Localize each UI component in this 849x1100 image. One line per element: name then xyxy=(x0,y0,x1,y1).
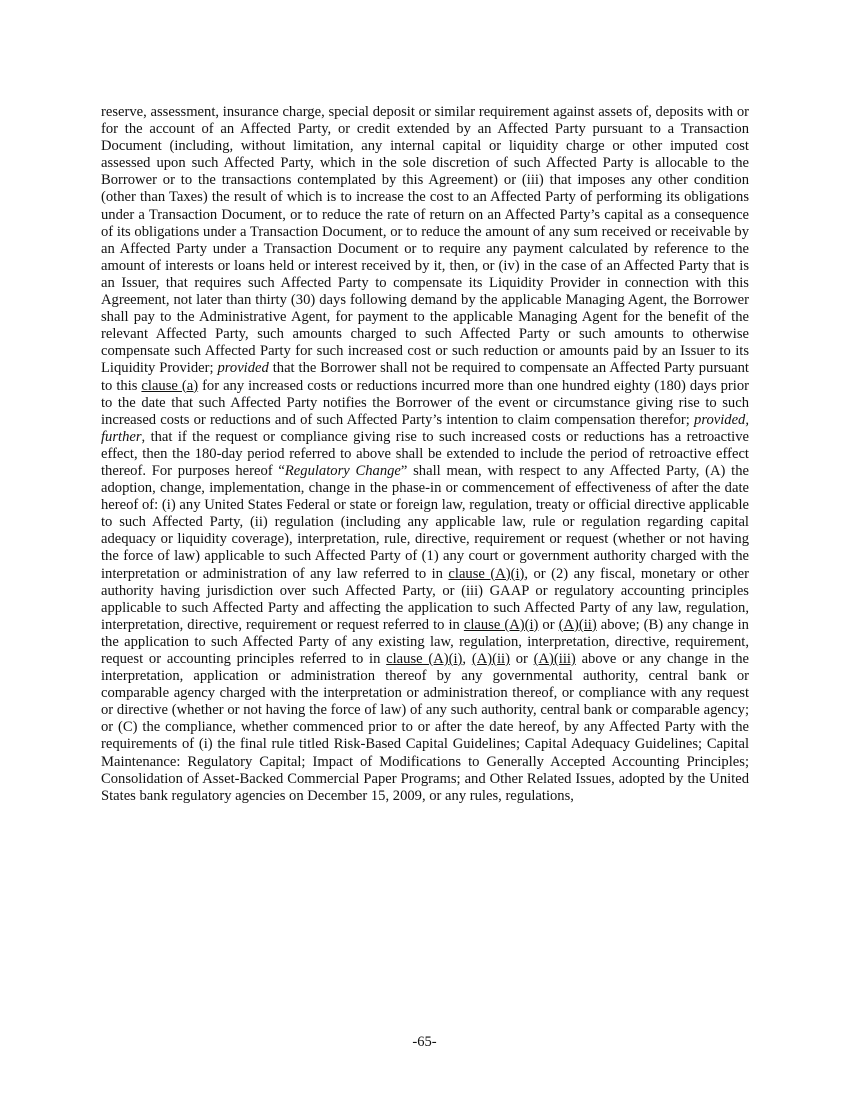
text-run: reserve, assessment, insurance charge, special deposit or similar requirement against assets of, deposits with or for the account of an Affected Party, or credit extended by an Affected Party pursuant to a Transaction Document (including, without limitation, any internal capital or liquidity charge or other imputed cost assessed upon such Affected Party, which in the sole discretion of such Affected Party is allocable to the Borrower or to the transactions contemplated by this Agreement) or (iii) that imposes any other condition (other than Taxes) the result of which is to increase the cost to an Affected Party of performing its obligations under a Transaction Document, or to reduce the rate of return on an Affected Party’s capital as a consequence of its obligations under a Transaction Document, or to reduce the amount of any sum received or receivable by an Affected Party under a Transaction Document or to require any payment calculated by reference to the amount of interests or loans held or interest received by it, then, or (iv) in the case of an Affected Party that is an Issuer, that requires such Affected Party to compensate its Liquidity Provider in connection with this Agreement, not later than thirty (30) days following demand by the applicable Managing Agent, the Borrower shall pay to the Administrative Agent, for payment to the applicable Managing Agent for the benefit of the relevant Affected Party, such amounts charged to such Affected Party or such amounts to otherwise compensate such Affected Party for such increased cost or such reduction or amounts paid by an Issuer to its Liquidity Provider; xyxy=(101,104,749,377)
clause-Ai-reference: clause (A)(i) xyxy=(463,616,539,633)
text-run: or xyxy=(538,616,559,633)
text-run: ” shall mean, with respect to any Affected Party, (A) the adoption, change, implementation, change in the phase-in or commencement of effectiveness of after the date hereof of: (i) any United States Federal or state or foreign law, regulation, treaty or official directive applicable to such Affected Party, (ii) regulation (including any applicable law, rule or regulation regarding capital adequacy or liquidity coverage), interpretation, rule, directive, requirement or request (whether or not having the force of law) applicable to such Affected Party of (1) any court or government authority charged with the interpretation or administration of any law referred to in xyxy=(101,462,749,582)
text-run: above or any change in the interpretation, application or administration thereof by any governmental authority, central bank or comparable agency charged with the interpretation or administration thereof, or compliance with any request or directive (whether or not having the force of law) of any such authority, central bank or comparable agency; or (C) the compliance, whether commenced prior to or after the date hereof, by any Affected Party with the requirements of (i) the final rule titled Risk-Based Capital Guidelines; Capital Adequacy Guidelines; Capital Maintenance: Regulatory Capital; Impact of Modifications to Generally Accepted Accounting Principles; Consolidation of Asset-Backed Commercial Paper Programs; and Other Related Issues, adopted by the United States bank regulatory agencies on December 15, 2009, or any rules, regulations, xyxy=(101,651,749,804)
text-run: that the Borrower shall not be required to compensate an Affected Party pursuant to this xyxy=(101,360,749,394)
clause-Aii-reference: (A)(ii) xyxy=(558,616,597,633)
clause-Ai-reference: clause (A)(i) xyxy=(386,651,463,667)
provided-further-italic: provided, further xyxy=(101,411,749,445)
clause-Aii-reference: (A)(ii) xyxy=(471,651,510,667)
clause-Aiii-reference: (A)(iii) xyxy=(533,651,576,667)
regulatory-change-term: Regulatory Change xyxy=(284,462,401,479)
text-run: , that if the request or compliance giving rise to such increased costs or reductions has a retroactive effect, then the 180-day period referred to above shall be extended to include the period of retroactive effect thereof. For purposes hereof “ xyxy=(101,428,749,479)
text-run: for any increased costs or reductions incurred more than one hundred eighty (180) days prior to the date that such Affected Party notifies the Borrower of the event or circumstance giving rise to such increased costs or reductions and of such Affected Party’s intention to claim compensation therefor; xyxy=(101,377,750,428)
page-number: -65- xyxy=(412,1034,437,1050)
text-run: above; (B) any change in the application to such Affected Party of any existing law, regulation, interpretation, directive, requirement, request or accounting principles referred to in xyxy=(101,616,749,667)
text-run: , or (2) any fiscal, monetary or other authority having jurisdiction over such Affected Party, or (iii) GAAP or regulatory accounting principles applicable to such Affected Party and affecting the application to such Affected Party of any law, regulation, interpretation, directive, requirement or request referred to in xyxy=(101,565,749,633)
body-paragraph xyxy=(101,104,749,805)
text-run: , xyxy=(462,651,472,667)
provided-italic: provided xyxy=(217,360,269,377)
clause-Ai-reference: clause (A)(i) xyxy=(448,565,525,582)
text-run: or xyxy=(509,651,534,667)
clause-a-reference: clause (a) xyxy=(141,377,199,394)
